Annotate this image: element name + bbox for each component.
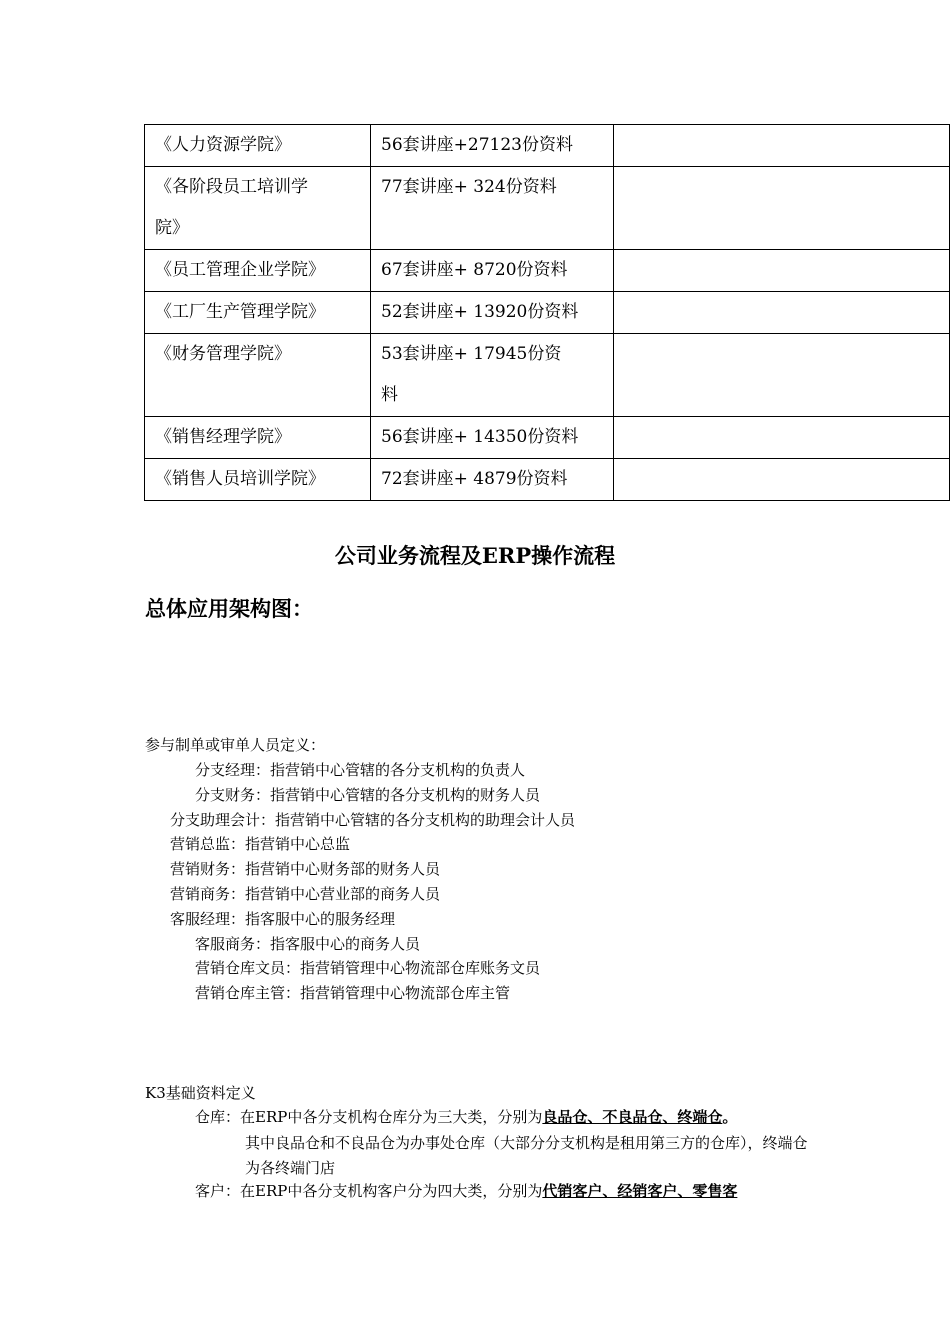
k3-heading: K3基础资料定义 [145,1084,256,1102]
table-cell-note [614,167,950,250]
table-cell-name: 《员工管理企业学院》 [145,250,371,292]
table-row [145,417,950,459]
definition-item: 客服商务：指客服中心的商务人员 [195,935,421,953]
warehouse-detail: 其中良品仓和不良品仓为办事处仓库（大部分分支机构是租用第三方的仓库），终端仓为各终端门店 [245,1134,808,1177]
table-cell-note [614,417,950,459]
table-row [145,167,950,250]
table-cell-desc: 67套讲座+ 8720份资料 [371,250,614,292]
definition-item: 营销财务：指营销中心财务部的财务人员 [170,860,441,878]
table-row [145,250,950,292]
table-cell-name: 《财务管理学院》 [145,334,371,417]
customer-text: 在ERP中各分支机构客户分为四大类，分别为 [240,1182,543,1200]
customer-label: 客户： [195,1182,241,1200]
warehouse-line [195,1107,737,1127]
warehouse-types: 良品仓、不良品仓、终端仓 [542,1108,723,1126]
table-cell-note [614,334,950,417]
table-row [145,125,950,167]
table-cell-note [614,459,950,501]
table-cell-desc: 77套讲座+ 324份资料 [371,167,614,250]
table-cell-desc: 72套讲座+ 4879份资料 [371,459,614,501]
table-cell-note [614,125,950,167]
table-cell-name: 《销售人员培训学院》 [145,459,371,501]
table-row [145,334,950,417]
definition-item: 分支财务：指营销中心管辖的各分支机构的财务人员 [195,786,541,804]
table-cell-desc: 53套讲座+ 17945份资料 [371,334,614,417]
customer-types: 代销客户、经销客户、零售客 [542,1182,738,1200]
table-cell-name: 《人力资源学院》 [145,125,371,167]
definition-item: 分支助理会计：指营销中心管辖的各分支机构的助理会计人员 [170,811,576,829]
warehouse-text: 在ERP中各分支机构仓库分为三大类，分别为 [240,1108,543,1126]
table-cell-name: 《销售经理学院》 [145,417,371,459]
table-row [145,459,950,501]
course-table-body [145,125,950,501]
definition-item: 营销仓库文员：指营销管理中心物流部仓库账务文员 [195,959,541,977]
definition-item: 营销总监：指营销中心总监 [170,835,351,853]
warehouse-period: 。 [722,1108,738,1126]
document-title: 公司业务流程及ERP操作流程 [334,543,616,568]
definition-item: 营销商务：指营销中心营业部的商务人员 [170,885,441,903]
table-cell-name: 《各阶段员工培训学院》 [145,167,371,250]
definition-item: 客服经理：指客服中心的服务经理 [170,910,396,928]
table-cell-desc: 56套讲座+ 14350份资料 [371,417,614,459]
course-table [144,124,950,501]
table-cell-desc: 56套讲座+27123份资料 [371,125,614,167]
table-cell-name: 《工厂生产管理学院》 [145,292,371,334]
warehouse-label: 仓库： [195,1108,241,1126]
section-subtitle: 总体应用架构图： [145,596,313,621]
table-cell-note [614,292,950,334]
customer-line [195,1181,737,1201]
definition-item: 分支经理：指营销中心管辖的各分支机构的负责人 [195,761,526,779]
definition-item: 营销仓库主管：指营销管理中心物流部仓库主管 [195,984,511,1002]
table-row [145,292,950,334]
table-cell-desc: 52套讲座+ 13920份资料 [371,292,614,334]
definitions-heading: 参与制单或审单人员定义： [145,736,326,754]
table-cell-note [614,250,950,292]
